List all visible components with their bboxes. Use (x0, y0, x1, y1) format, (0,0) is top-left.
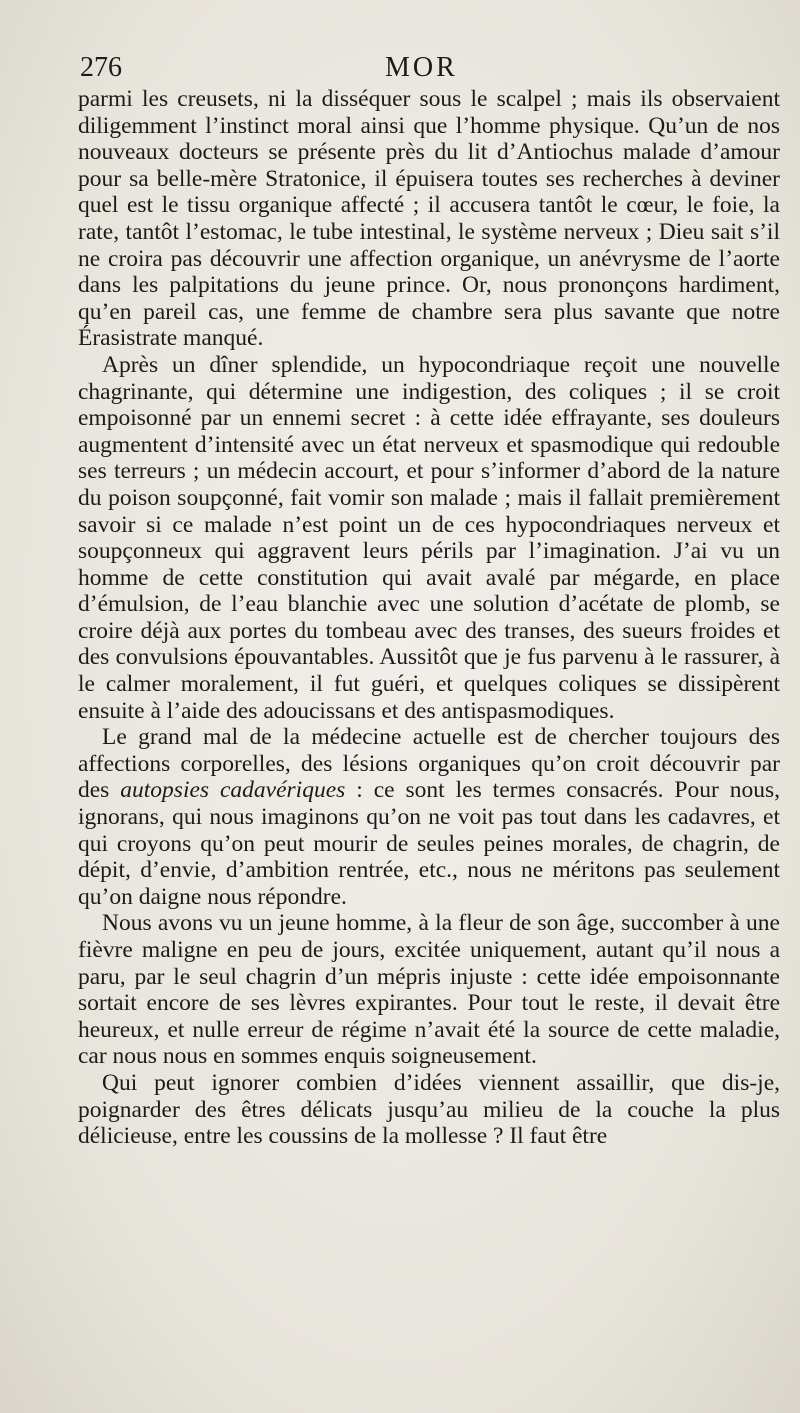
page-number: 276 (80, 52, 122, 83)
page-header (80, 52, 770, 88)
paragraph-text: : ce sont les termes consacrés. Pour nous, ignorans, qui nous imaginons qu’on ne voit pas tout dans les cadavres, et qui croyons qu’on peut mourir de seules peines morales, de chagrin, de dépit, d’envie, d’ambition rentrée, etc., nous ne méritons pas seulement qu’on daigne nous répondre. (78, 777, 781, 910)
body-text (78, 86, 780, 1150)
paragraph-text: Qui peut ignorer combien d’idées viennent assaillir, que dis-je, poignarder des êtres délicats jusqu’au milieu de la couche la plus délicieuse, entre les coussins de la mollesse ? Il faut être (78, 1069, 780, 1150)
paragraph (78, 724, 780, 910)
paragraph (78, 86, 780, 352)
paragraph (78, 352, 780, 724)
paragraph-text: Nous avons vu un jeune homme, à la fleur de son âge, succomber à une fièvre maligne en peu de jours, excitée uniquement, autant qu’il nous a paru, par le seul chagrin d’un mépris injuste : cette idée empoisonnante sortait encore de ses lèvres expirantes. Pour tout le reste, il devait être heureux, et nulle erreur de régime n’avait été la source de cette maladie, car nous nous en sommes enquis soigneusement. (78, 910, 780, 1070)
running-head: MOR (385, 52, 458, 83)
paragraph (78, 1070, 780, 1150)
paragraph-text: parmi les creusets, ni la disséquer sous le scalpel ; mais ils observaient diligemment l’instinct moral ainsi que l’homme physique. Qu’un de nos nouveaux docteurs se présente près du lit d’Antiochus malade d’amour pour sa belle-mère Stratonice, il épuisera toutes ses recherches à deviner quel est le tissu organique affecté ; il accusera tantôt le cœur, le foie, la rate, tantôt l’estomac, le tube intestinal, le système nerveux ; Dieu sait s’il ne croira pas découvrir une affection organique, un anévrysme de l’aorte dans les palpitations du jeune prince. Or, nous prononçons hardiment, qu’en pareil cas, une femme de chambre sera plus savante que notre Érasistrate manqué. (78, 86, 780, 352)
paragraph (78, 910, 780, 1070)
italic-term: autopsies cadavériques (120, 777, 346, 804)
paragraph-text: Après un dîner splendide, un hypocondriaque reçoit une nouvelle chagrinante, qui détermine une indigestion, des coliques ; il se croit empoisonné par un ennemi secret : à cette idée effrayante, ses douleurs augmentent d’intensité avec un état nerveux et spasmodique qui redouble ses terreurs ; un médecin accourt, et pour s’informer d’abord de la nature du poison soupçonné, fait vomir son malade ; mais il fallait premièrement savoir si ce malade n’est point un de ces hypocondriaques nerveux et soupçonneux qui aggravent leurs périls par l’imagination. J’ai vu un homme de cette constitution qui avait avalé par mégarde, en place d’émulsion, de l’eau blanchie avec une solution d’acétate de plomb, se croire déjà aux portes du tombeau avec des transes, des sueurs froides et des convulsions épouvantables. Aussitôt que je fus parvenu à le rassurer, à le calmer moralement, il fut guéri, et quelques coliques se dissipèrent ensuite à l’aide des adoucissans et des antispasmodiques. (78, 351, 780, 724)
paragraph-text: Le grand mal de la médecine actuelle est de chercher toujours des affections corporelles, des lésions organiques qu’on croit découvrir par des (78, 724, 780, 804)
